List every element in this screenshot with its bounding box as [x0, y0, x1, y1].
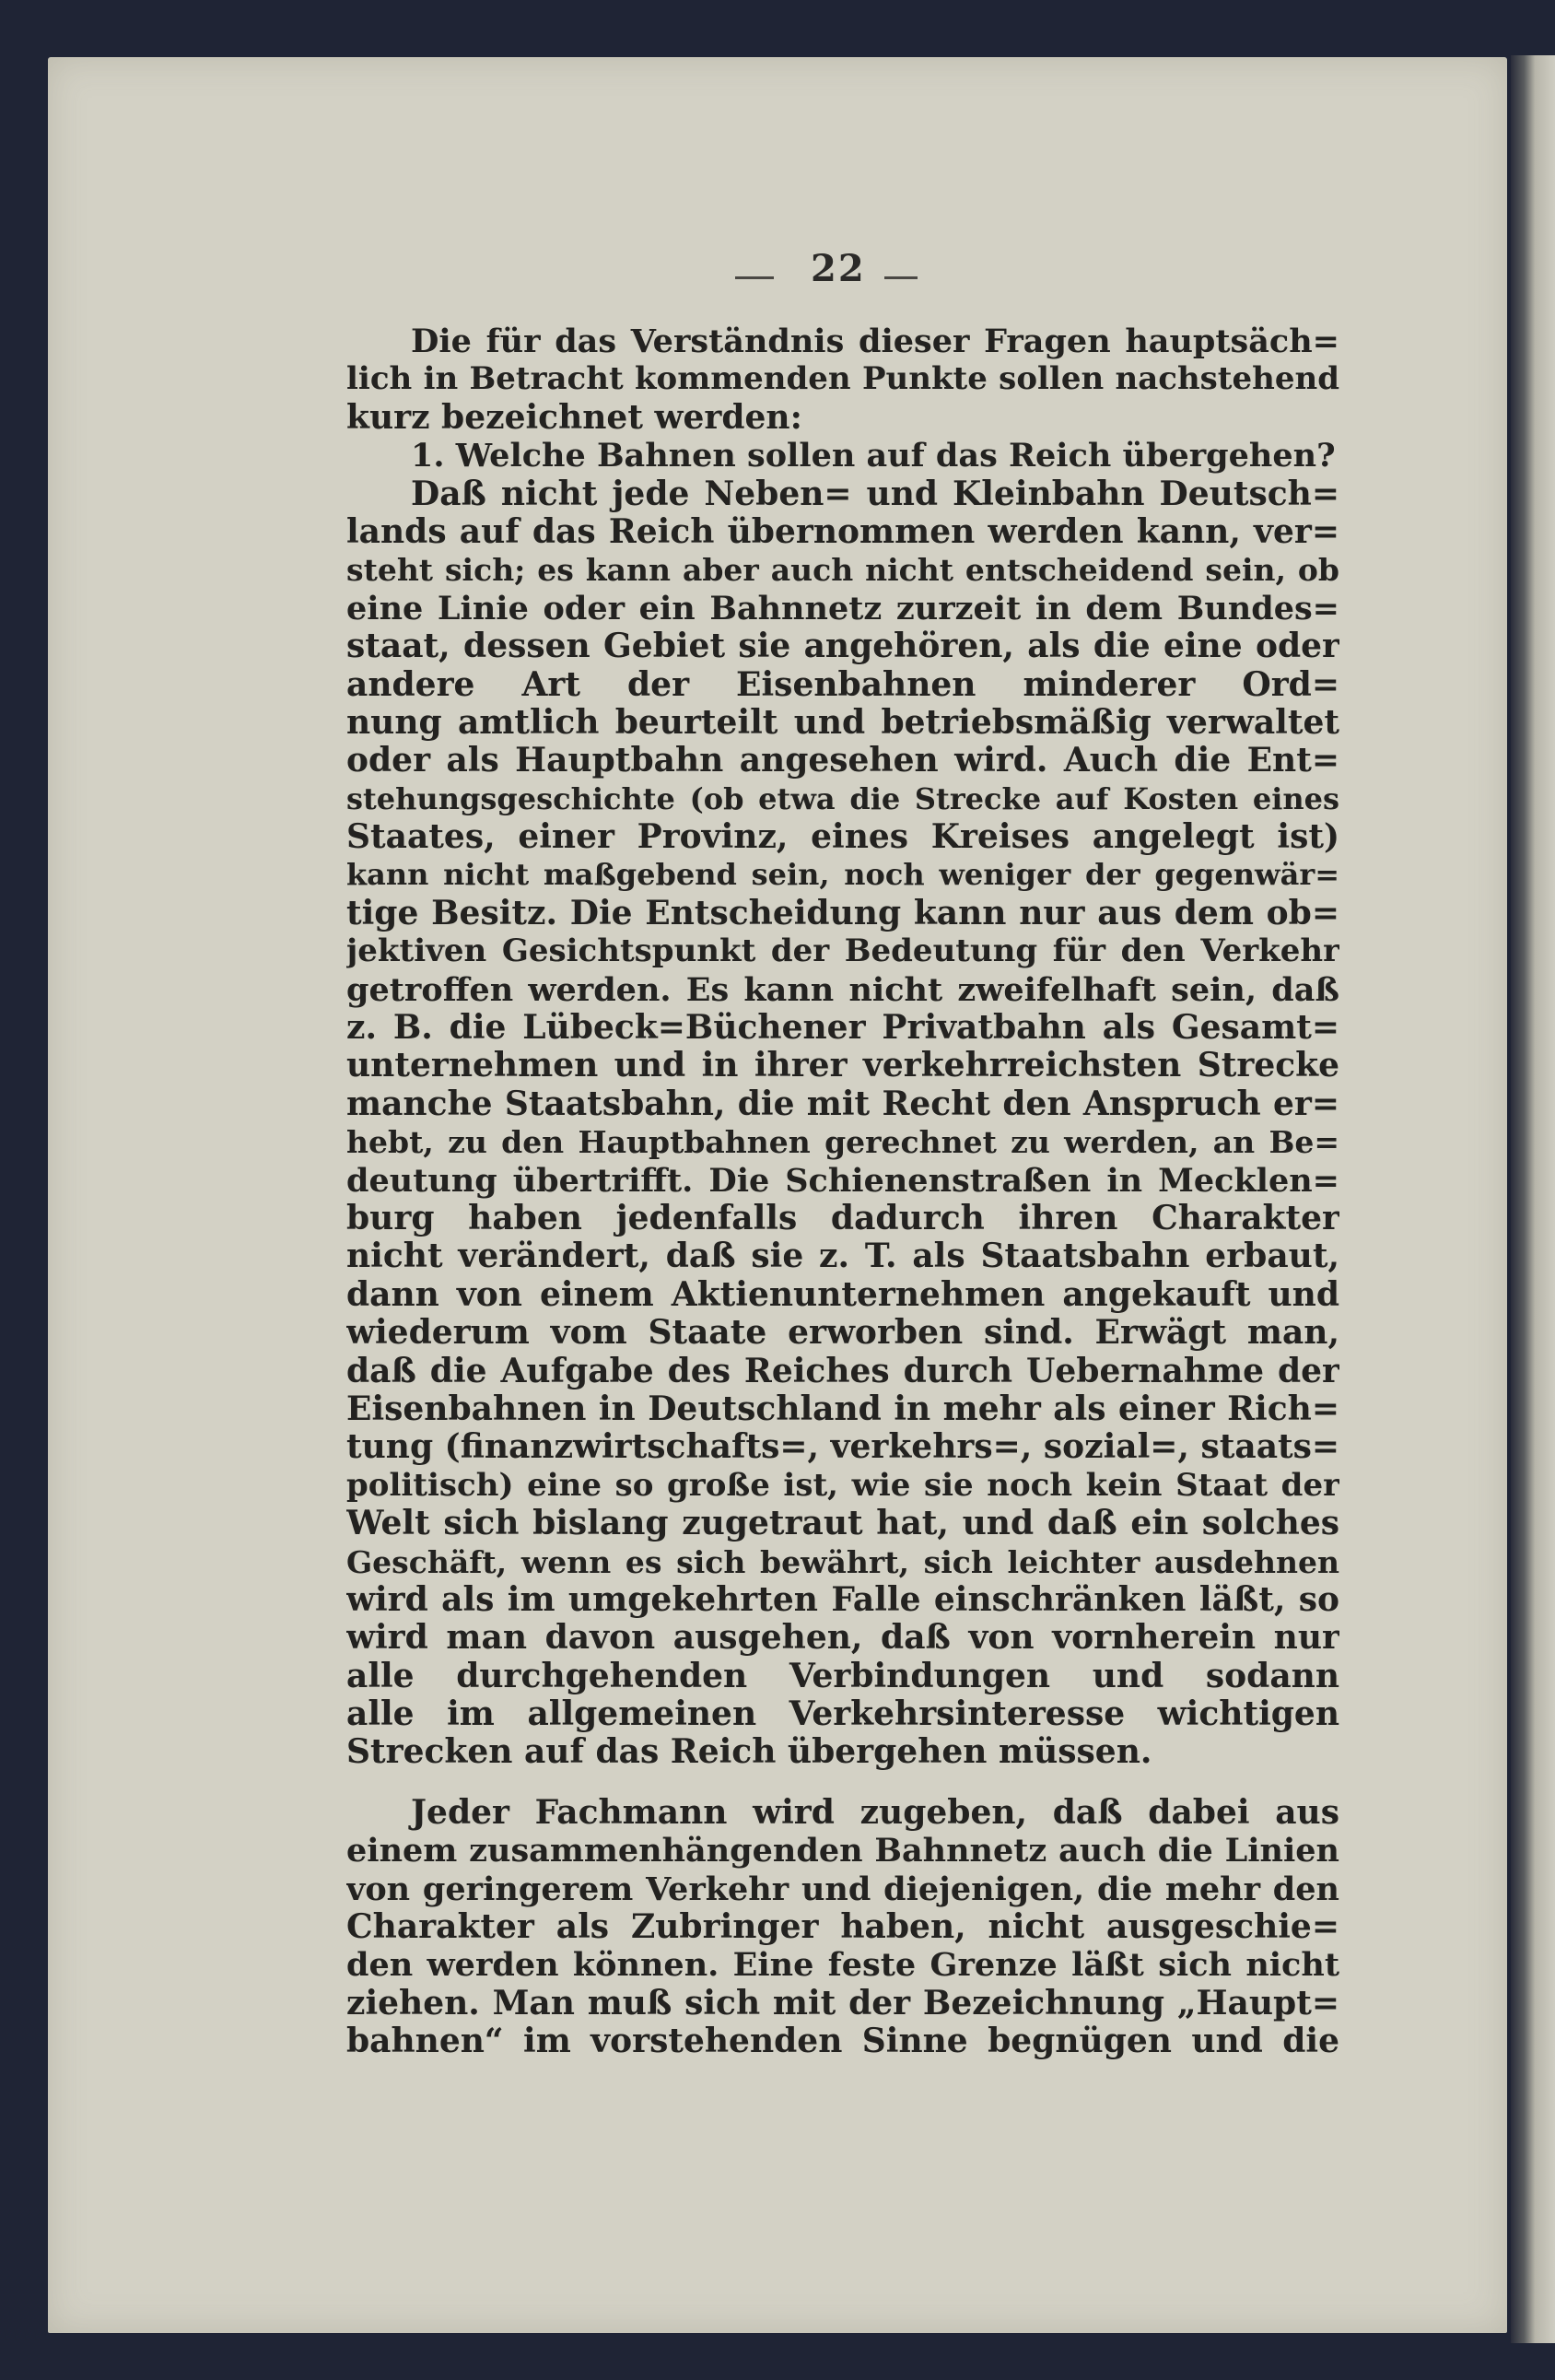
text-line: nung amtlich beurteilt und betriebsmäßig verwaltet	[346, 703, 1339, 742]
text-line: wiederum vom Staate erworben sind. Erwägt man,	[346, 1314, 1339, 1353]
text-line: dann von einem Aktienunternehmen angekauft und	[346, 1275, 1339, 1314]
text-line: kann nicht maßgebend sein, noch weniger der gegenwär=	[346, 857, 1339, 893]
text-line: kurz bezeichnet werden:	[346, 398, 802, 437]
section-heading: 1. Welche Bahnen sollen auf das Reich übergehen?	[411, 437, 1336, 475]
page-edge	[1511, 55, 1555, 2343]
page-number: 22	[811, 247, 866, 290]
text-line: ziehen. Man muß sich mit der Bezeichnung „Haupt=	[346, 1984, 1339, 2022]
text-line: daß die Aufgabe des Reiches durch Uebernahme der	[346, 1352, 1339, 1390]
text-line: nicht verändert, daß sie z. T. als Staatsbahn erbaut,	[346, 1237, 1339, 1276]
text-line: von geringerem Verkehr und diejenigen, die mehr den	[346, 1870, 1339, 1908]
text-line: tung (finanzwirtschafts=, verkehrs=, sozial=, staats=	[346, 1428, 1339, 1467]
text-line: Jeder Fachmann wird zugeben, daß dabei aus	[411, 1793, 1339, 1832]
text-body	[346, 322, 1339, 2061]
page-number-dash-right	[884, 276, 918, 279]
text-line: tige Besitz. Die Entscheidung kann nur aus dem ob=	[346, 894, 1339, 932]
text-line: unternehmen und in ihrer verkehrreichsten Strecke	[346, 1047, 1339, 1085]
text-line: alle im allgemeinen Verkehrsinteresse wichtigen	[346, 1695, 1339, 1734]
text-line: oder als Hauptbahn angesehen wird. Auch die Ent=	[346, 742, 1339, 780]
text-line: Eisenbahnen in Deutschland in mehr als einer Rich=	[346, 1389, 1339, 1428]
text-line: alle durchgehenden Verbindungen und sodann	[346, 1657, 1339, 1695]
text-line: den werden können. Eine feste Grenze läßt sich nicht	[346, 1946, 1339, 1985]
text-line: lands auf das Reich übernommen werden kann, ver=	[346, 512, 1339, 551]
text-line: burg haben jedenfalls dadurch ihren Charakter	[346, 1199, 1339, 1237]
text-line: steht sich; es kann aber auch nicht entscheidend sein, ob	[346, 552, 1339, 589]
text-line: deutung übertrifft. Die Schienenstraßen in Mecklen=	[346, 1161, 1339, 1200]
text-line: eine Linie oder ein Bahnnetz zurzeit in dem Bundes=	[346, 589, 1339, 627]
text-line: andere Art der Eisenbahnen minderer Ord=	[346, 665, 1339, 704]
text-line: getroffen werden. Es kann nicht zweifelhaft sein, daß	[346, 970, 1339, 1009]
text-line: Staates, einer Provinz, eines Kreises angelegt ist)	[346, 818, 1339, 857]
text-line: z. B. die Lübeck=Büchener Privatbahn als Gesamt=	[346, 1009, 1339, 1048]
text-line: Die für das Verständnis dieser Fragen hauptsäch=	[411, 322, 1339, 360]
paragraph-gap	[346, 1772, 1339, 1794]
text-line: manche Staatsbahn, die mit Recht den Anspruch er=	[346, 1084, 1339, 1123]
text-line: wird man davon ausgehen, daß von vornherein nur	[346, 1619, 1339, 1658]
text-line: Daß nicht jede Neben= und Kleinbahn Deutsch=	[411, 475, 1339, 513]
text-line: Strecken auf das Reich übergehen müssen.	[346, 1733, 1152, 1772]
text-line: wird als im umgekehrten Falle einschränken läßt, so	[346, 1580, 1339, 1619]
page-number-dash-left	[735, 276, 774, 279]
text-line: politisch) eine so große ist, wie sie noch kein Staat der	[346, 1466, 1339, 1504]
text-line: Geschäft, wenn es sich bewährt, sich leichter ausdehnen	[346, 1543, 1339, 1580]
text-line: Welt sich bislang zugetraut hat, und daß ein solches	[346, 1505, 1339, 1543]
text-line: staat, dessen Gebiet sie angehören, als die eine oder	[346, 627, 1339, 666]
text-line: lich in Betracht kommenden Punkte sollen nachstehend	[346, 360, 1339, 398]
text-line: stehungsgeschichte (ob etwa die Strecke auf Kosten eines	[346, 780, 1339, 816]
text-line: Charakter als Zubringer haben, nicht ausgeschie=	[346, 1908, 1339, 1947]
text-line: hebt, zu den Hauptbahnen gerechnet zu werden, an Be=	[346, 1124, 1339, 1161]
text-line: bahnen“ im vorstehenden Sinne begnügen und die	[346, 2022, 1339, 2061]
text-line: einem zusammenhängenden Bahnnetz auch die Linien	[346, 1832, 1339, 1870]
text-line: jektiven Gesichtspunkt der Bedeutung für den Verkehr	[346, 932, 1339, 970]
